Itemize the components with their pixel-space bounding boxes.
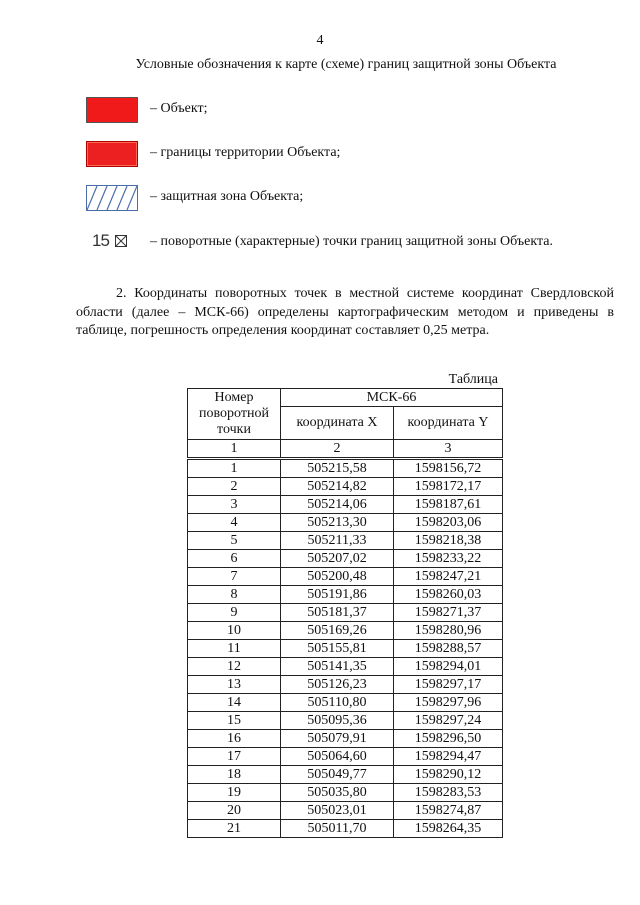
- point-number-cell: 10: [188, 622, 281, 640]
- y-coordinate-cell: 1598264,35: [394, 820, 503, 838]
- column-number: 2: [281, 440, 394, 459]
- y-coordinate-cell: 1598288,57: [394, 640, 503, 658]
- header-x: координата X: [281, 407, 394, 440]
- y-coordinate-cell: 1598294,01: [394, 658, 503, 676]
- coordinates-paragraph: 2. Координаты поворотных точек в местной системе координат Свердловской области (далее – МСК-66) определены картографическим методом и приведены в таблице, погрешность определения координат составляет 0,25 метра.: [76, 286, 614, 338]
- point-number-sample: 15: [92, 231, 109, 250]
- red-outlined-square-icon: [86, 141, 138, 167]
- point-number-cell: 12: [188, 658, 281, 676]
- point-number-cell: 3: [188, 496, 281, 514]
- point-number-cell: 15: [188, 712, 281, 730]
- point-number-cell: 17: [188, 748, 281, 766]
- y-coordinate-cell: 1598297,24: [394, 712, 503, 730]
- point-number-cell: 8: [188, 586, 281, 604]
- x-coordinate-cell: 505011,70: [281, 820, 394, 838]
- x-coordinate-cell: 505169,26: [281, 622, 394, 640]
- x-coordinate-cell: 505155,81: [281, 640, 394, 658]
- y-coordinate-cell: 1598297,96: [394, 694, 503, 712]
- point-number-cell: 7: [188, 568, 281, 586]
- point-number-cell: 6: [188, 550, 281, 568]
- table-row: [188, 712, 503, 730]
- legend-label: – границы территории Объекта;: [150, 145, 341, 160]
- x-coordinate-cell: 505213,30: [281, 514, 394, 532]
- table-row: [188, 640, 503, 658]
- page-number: 4: [316, 33, 324, 48]
- column-number: 3: [394, 440, 503, 459]
- x-coordinate-cell: 505215,58: [281, 459, 394, 478]
- table-row: [188, 586, 503, 604]
- coordinates-table: [187, 388, 503, 838]
- y-coordinate-cell: 1598280,96: [394, 622, 503, 640]
- table-row: [188, 802, 503, 820]
- y-coordinate-cell: 1598283,53: [394, 784, 503, 802]
- x-coordinate-cell: 505200,48: [281, 568, 394, 586]
- hatched-square-icon: [86, 185, 138, 211]
- y-coordinate-cell: 1598203,06: [394, 514, 503, 532]
- y-coordinate-cell: 1598294,47: [394, 748, 503, 766]
- table-row: [188, 604, 503, 622]
- table-row: [188, 478, 503, 496]
- legend-label: – защитная зона Объекта;: [150, 189, 304, 204]
- y-coordinate-cell: 1598172,17: [394, 478, 503, 496]
- x-coordinate-cell: 505095,36: [281, 712, 394, 730]
- x-coordinate-cell: 505126,23: [281, 676, 394, 694]
- y-coordinate-cell: 1598187,61: [394, 496, 503, 514]
- table-row: [188, 532, 503, 550]
- x-coordinate-cell: 505049,77: [281, 766, 394, 784]
- point-number-cell: 9: [188, 604, 281, 622]
- y-coordinate-cell: 1598274,87: [394, 802, 503, 820]
- point-number-cell: 4: [188, 514, 281, 532]
- x-coordinate-cell: 505214,06: [281, 496, 394, 514]
- x-coordinate-cell: 505211,33: [281, 532, 394, 550]
- table-row: [188, 459, 503, 478]
- x-coordinate-cell: 505181,37: [281, 604, 394, 622]
- x-coordinate-cell: 505079,91: [281, 730, 394, 748]
- header-coordinate-system: МСК-66: [281, 389, 503, 407]
- point-number-cell: 19: [188, 784, 281, 802]
- point-number-cell: 20: [188, 802, 281, 820]
- column-number: 1: [188, 440, 281, 459]
- table-caption: Таблица: [448, 372, 498, 387]
- y-coordinate-cell: 1598260,03: [394, 586, 503, 604]
- x-coordinate-cell: 505035,80: [281, 784, 394, 802]
- table-row: [188, 622, 503, 640]
- table-row: [188, 514, 503, 532]
- point-number-cell: 11: [188, 640, 281, 658]
- point-number-cell: 13: [188, 676, 281, 694]
- y-coordinate-cell: 1598271,37: [394, 604, 503, 622]
- turning-point-marker-icon: [92, 230, 132, 252]
- point-number-cell: 14: [188, 694, 281, 712]
- legend-title: Условные обозначения к карте (схеме) границ защитной зоны Объекта: [135, 57, 557, 72]
- table-row: [188, 820, 503, 838]
- table-row: [188, 730, 503, 748]
- table-row: [188, 694, 503, 712]
- point-number-cell: 1: [188, 459, 281, 478]
- x-coordinate-cell: 505023,01: [281, 802, 394, 820]
- legend-label: – Объект;: [150, 101, 208, 116]
- x-coordinate-cell: 505064,60: [281, 748, 394, 766]
- point-number-cell: 21: [188, 820, 281, 838]
- table-row: [188, 766, 503, 784]
- y-coordinate-cell: 1598296,50: [394, 730, 503, 748]
- table-row: [188, 748, 503, 766]
- x-coordinate-cell: 505207,02: [281, 550, 394, 568]
- x-coordinate-cell: 505214,82: [281, 478, 394, 496]
- y-coordinate-cell: 1598297,17: [394, 676, 503, 694]
- table-row: [188, 550, 503, 568]
- table-row: [188, 658, 503, 676]
- x-coordinate-cell: 505141,35: [281, 658, 394, 676]
- point-number-cell: 16: [188, 730, 281, 748]
- table-row: [188, 676, 503, 694]
- x-coordinate-cell: 505110,80: [281, 694, 394, 712]
- header-point-number: Номер поворотной точки: [188, 389, 281, 440]
- point-number-cell: 18: [188, 766, 281, 784]
- y-coordinate-cell: 1598233,22: [394, 550, 503, 568]
- point-number-cell: 2: [188, 478, 281, 496]
- point-number-cell: 5: [188, 532, 281, 550]
- table-body: [188, 459, 503, 838]
- table-row: [188, 568, 503, 586]
- y-coordinate-cell: 1598290,12: [394, 766, 503, 784]
- y-coordinate-cell: 1598218,38: [394, 532, 503, 550]
- red-fill-square-icon: [86, 97, 138, 123]
- x-coordinate-cell: 505191,86: [281, 586, 394, 604]
- table-row: [188, 496, 503, 514]
- y-coordinate-cell: 1598247,21: [394, 568, 503, 586]
- y-coordinate-cell: 1598156,72: [394, 459, 503, 478]
- header-y: координата Y: [394, 407, 503, 440]
- legend-label: – поворотные (характерные) точки границ защитной зоны Объекта.: [150, 234, 553, 249]
- table-row: [188, 784, 503, 802]
